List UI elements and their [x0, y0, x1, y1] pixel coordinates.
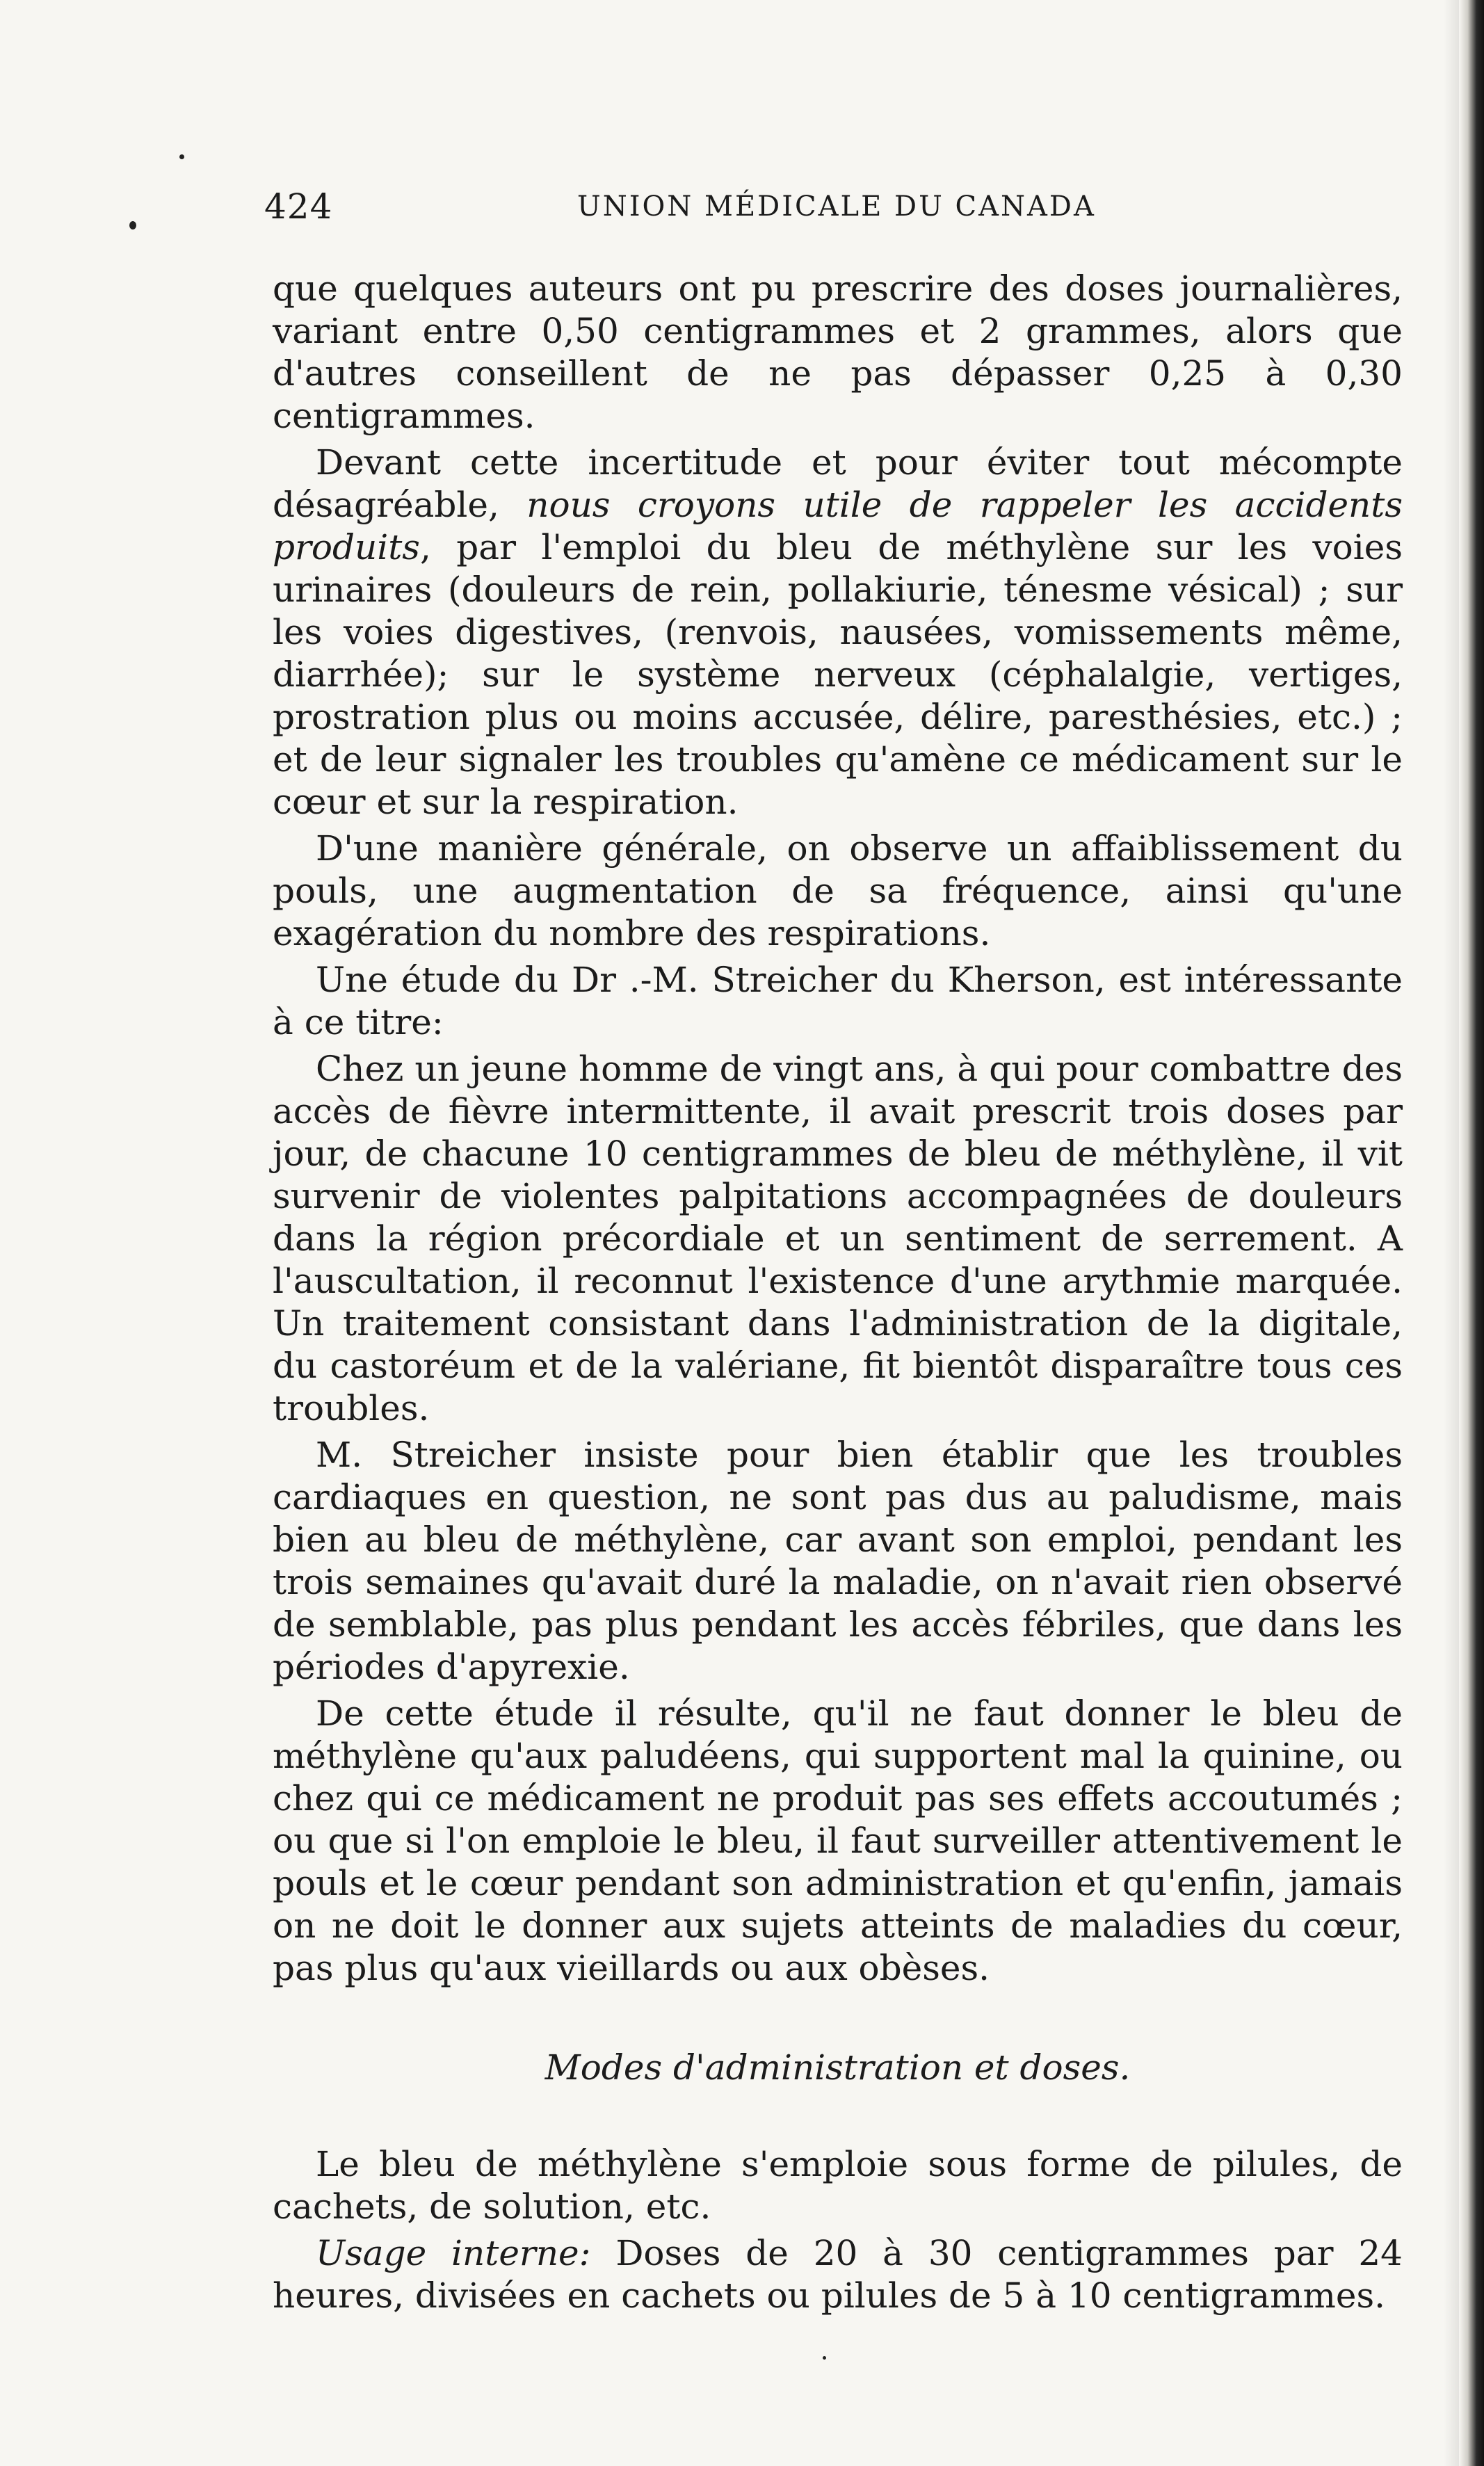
page-number: 424 [264, 186, 333, 227]
paragraph: Une étude du Dr .-M. Streicher du Kherson, est intéressante à ce titre: [273, 960, 1403, 1042]
paragraph-italic-text: nous croyons utile de rappeler les accidents produits [273, 485, 1403, 567]
paragraph: que quelques auteurs ont pu prescrire des doses journalières, variant entre 0,50 centigrammes et 2 grammes, alors que d'autres conseillent de ne pas dépasser 0,25 à 0,30 centigrammes. [273, 268, 1403, 436]
page-header [264, 186, 1405, 235]
paragraph-text: , par l'emploi du bleu de méthylène sur les voies urinaires (douleurs de rein, pollakiurie, ténesme vésical) ; sur les voies digestives, (renvois, nausées, vomissements même, diarrhée); sur le système nerveux (céphalalgie, vertiges, prostration plus ou moins accusée, délire, paresthésies, etc.) ; et de leur signaler les troubles qu'amène ce médicament sur le cœur et sur la respiration. [273, 527, 1403, 822]
paragraph: Chez un jeune homme de vingt ans, à qui pour combattre des accès de fièvre intermittente, il avait prescrit trois doses par jour, de chacune 10 centigrammes de bleu de méthylène, il vit survenir de violentes palpitations accompagnées de douleurs dans la région précordiale et un sentiment de serrement. A l'auscultation, il reconnut l'existence d'une arythmie marquée. Un traitement consistant dans l'administration de la digitale, du castoréum et de la valériane, fit bientôt disparaître tous ces troubles. [273, 1049, 1403, 1428]
running-title: UNION MÉDICALE DU CANADA [577, 191, 1096, 223]
paragraph: M. Streicher insiste pour bien établir que les troubles cardiaques en question, ne sont pas dus au paludisme, mais bien au bleu de méthylène, car avant son emploi, pendant les trois semaines qu'avait duré la maladie, on n'avait rien observé de semblable, pas plus pendant les accès fébriles, que dans les périodes d'apyrexie. [273, 1435, 1403, 1687]
body-text [273, 268, 1403, 2321]
paragraph: Le bleu de méthylène s'emploie sous forme de pilules, de cachets, de solution, etc. [273, 2144, 1403, 2227]
binding-edge [1459, 0, 1484, 2466]
paragraph-text: Doses de 20 à 30 centigrammes par 24 heures, divisées en cachets ou pilules de 5 à 10 centigrammes. [273, 2233, 1403, 2316]
paragraph-text: Devant cette incertitude et pour éviter tout mécompte désagréable, [273, 442, 1403, 525]
scan-speck [129, 221, 136, 229]
paragraph [273, 2232, 1403, 2317]
paragraph: De cette étude il résulte, qu'il ne faut donner le bleu de méthylène qu'aux paludéens, qui supportent mal la quinine, ou chez qui ce médicament ne produit pas ses effets accoutumés ; ou que si l'on emploie le bleu, il faut surveiller attentivement le pouls et le cœur pendant son administration et qu'enfin, jamais on ne doit le donner aux sujets atteints de maladies du cœur, pas plus qu'aux vieillards ou aux obèses. [273, 1693, 1403, 1988]
paragraph: D'une manière générale, on observe un affaiblissement du pouls, une augmentation de sa fréquence, ainsi qu'une exagération du nombre des respirations. [273, 828, 1403, 953]
scan-speck [823, 2356, 826, 2360]
paragraph [273, 442, 1403, 823]
binding-shadow [1444, 0, 1459, 2466]
usage-lead-in: Usage interne: [316, 2233, 591, 2273]
scan-speck [179, 154, 184, 159]
section-heading: Modes d'administration et doses. [545, 2047, 1131, 2088]
